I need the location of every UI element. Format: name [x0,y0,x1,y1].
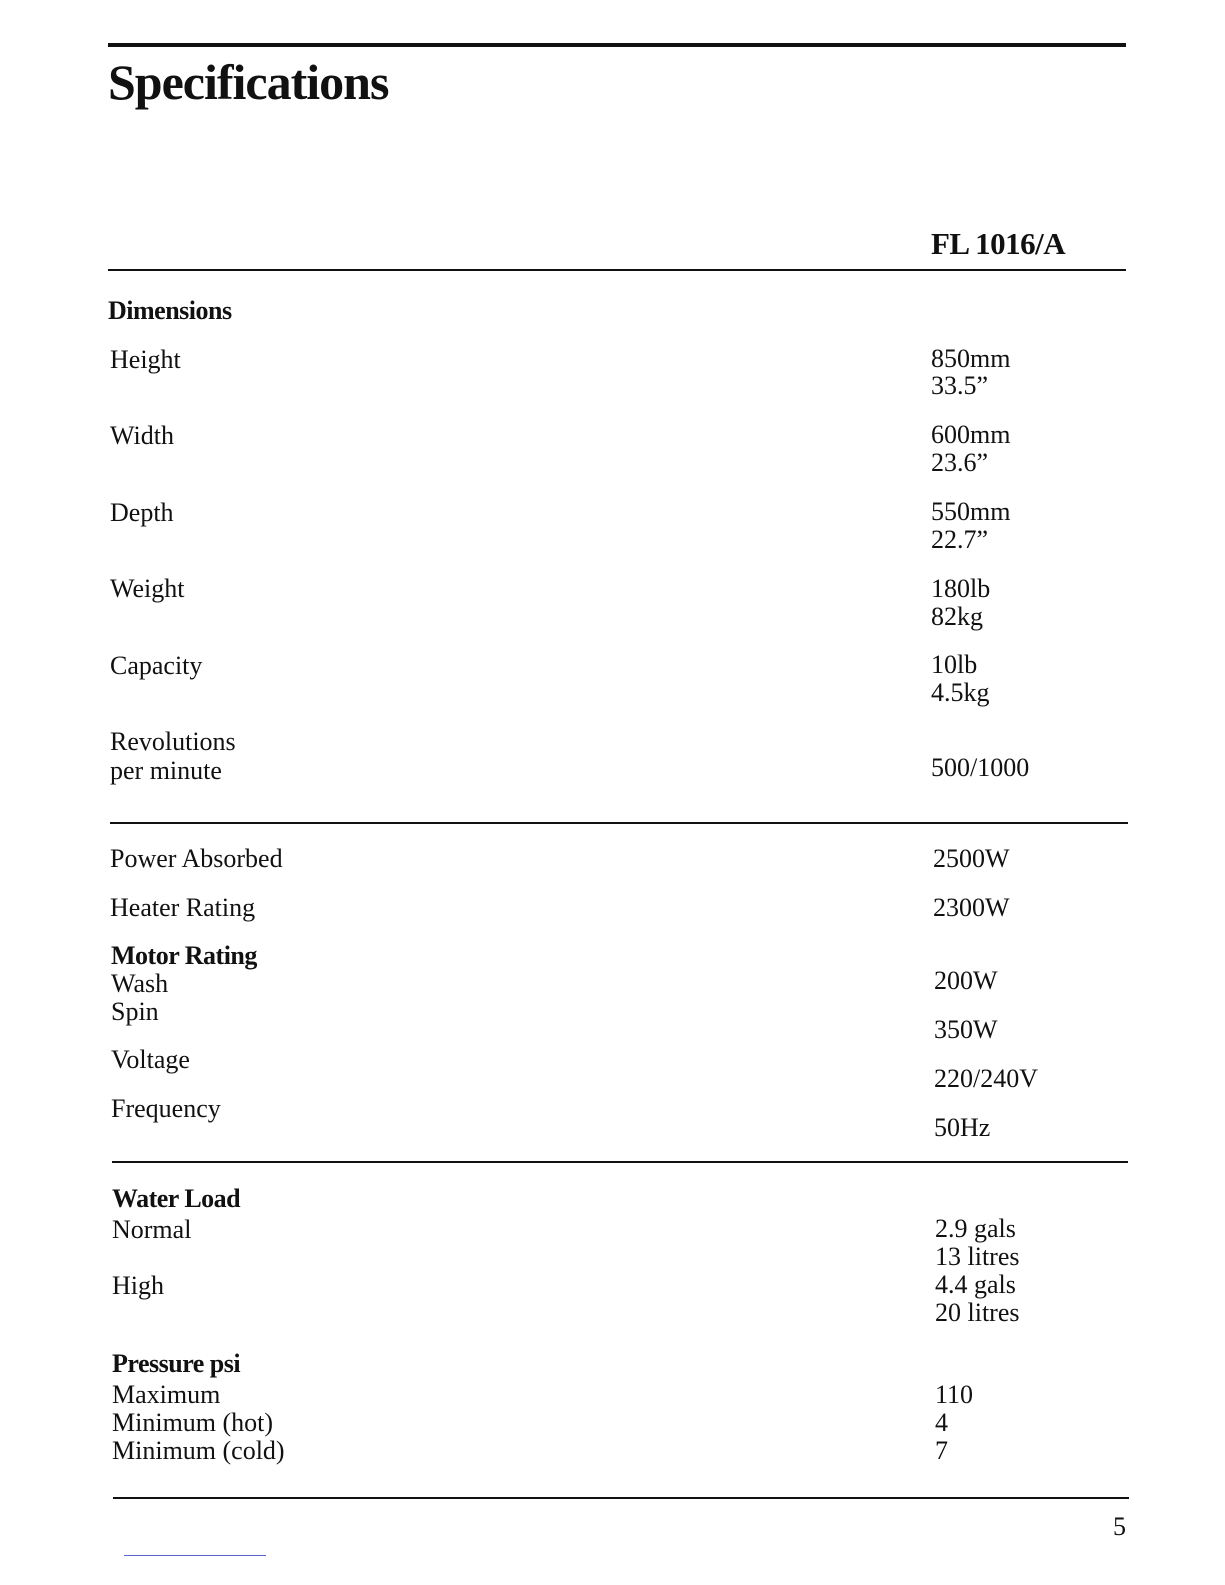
water-high-label: High [112,1271,164,1300]
heater-rating-value: 2300W [933,893,1010,922]
section-divider-2 [112,1161,1128,1163]
weight-label: Weight [110,574,185,603]
height-mm-value: 850mm [931,344,1011,373]
rpm-value: 500/1000 [931,753,1030,782]
pressure-max-value: 110 [935,1380,974,1409]
height-in-value: 33.5” [931,371,989,400]
capacity-lb-value: 10lb [931,650,978,679]
capacity-kg-value: 4.5kg [931,678,990,707]
water-load-heading: Water Load [112,1184,241,1213]
voltage-value: 220/240V [934,1064,1038,1093]
pressure-max-label: Maximum [112,1380,221,1409]
width-mm-value: 600mm [931,420,1011,449]
spin-value: 350W [934,1015,998,1044]
voltage-label: Voltage [111,1045,190,1074]
width-in-value: 23.6” [931,448,989,477]
link-underline [124,1555,266,1556]
depth-label: Depth [110,498,174,527]
water-normal-label: Normal [112,1215,192,1244]
wash-label: Wash [111,969,169,998]
dimensions-heading: Dimensions [108,296,232,325]
section-divider-1 [110,822,1128,824]
rpm-label-line-1: Revolutions [110,727,236,756]
water-high-gals-value: 4.4 gals [935,1270,1016,1299]
depth-mm-value: 550mm [931,497,1011,526]
pressure-heading: Pressure psi [112,1349,241,1378]
spin-label: Spin [111,997,159,1026]
page-number: 5 [1113,1512,1126,1541]
power-absorbed-label: Power Absorbed [110,844,283,873]
water-normal-litres-value: 13 litres [935,1242,1020,1271]
width-label: Width [110,421,174,450]
capacity-label: Capacity [110,651,203,680]
heater-rating-label: Heater Rating [110,893,256,922]
pressure-min-hot-value: 4 [935,1408,948,1437]
rpm-label-line-2: per minute [110,756,222,785]
power-absorbed-value: 2500W [933,844,1010,873]
section-divider-3 [113,1497,1129,1499]
motor-rating-heading: Motor Rating [111,941,257,970]
frequency-label: Frequency [111,1094,221,1123]
model-number: FL 1016/A [931,226,1066,261]
frequency-value: 50Hz [934,1113,991,1142]
page-title: Specifications [108,54,389,110]
weight-kg-value: 82kg [931,602,983,631]
depth-in-value: 22.7” [931,525,989,554]
weight-lb-value: 180lb [931,574,991,603]
pressure-min-cold-label: Minimum (cold) [112,1436,285,1465]
pressure-min-hot-label: Minimum (hot) [112,1408,274,1437]
height-label: Height [110,345,181,374]
water-normal-gals-value: 2.9 gals [935,1214,1016,1243]
wash-value: 200W [934,966,998,995]
model-divider [108,269,1126,271]
pressure-min-cold-value: 7 [935,1436,948,1465]
top-rule [108,43,1126,47]
water-high-litres-value: 20 litres [935,1298,1020,1327]
